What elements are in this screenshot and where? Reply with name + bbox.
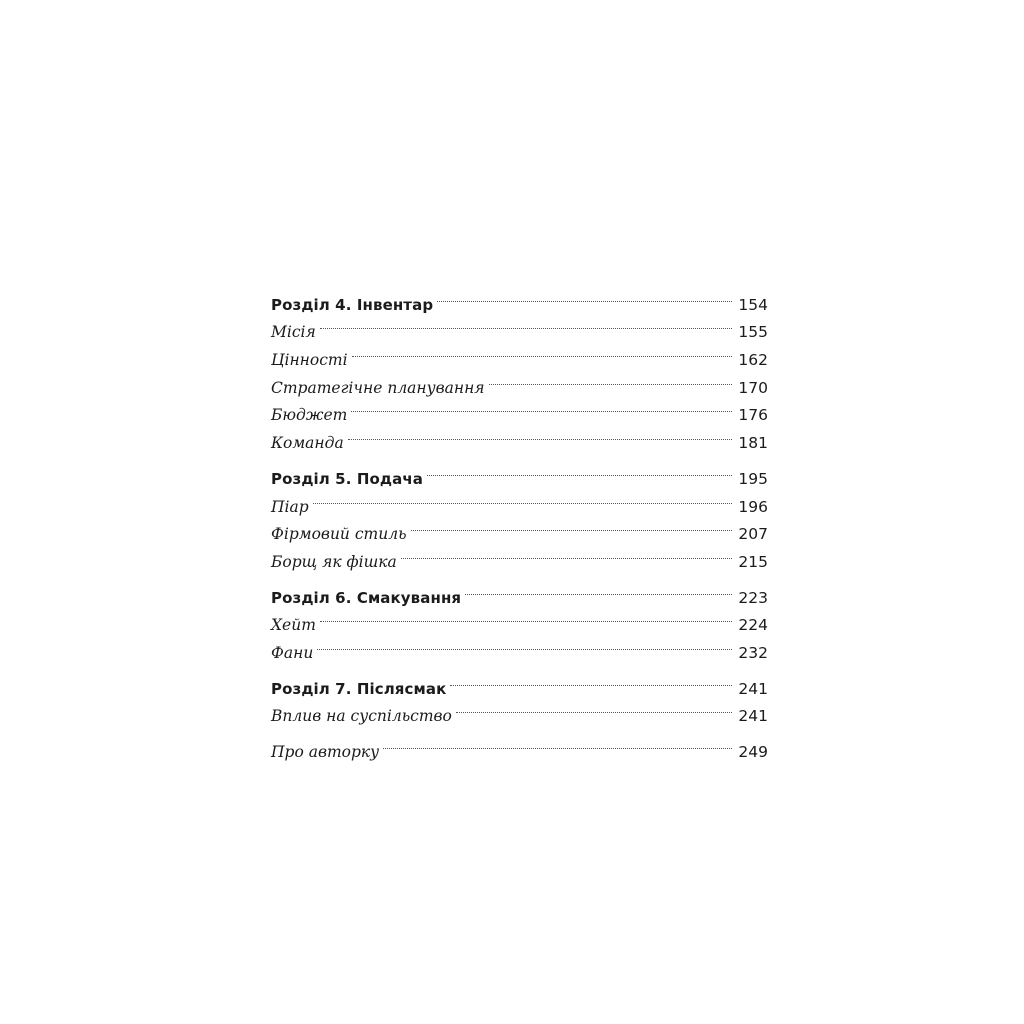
dot-leader <box>320 603 732 631</box>
dot-leader <box>348 420 732 448</box>
item-title: Хейт <box>271 616 316 635</box>
toc-item-entry <box>271 337 768 370</box>
page-number: 224 <box>738 616 768 635</box>
dot-leader <box>450 666 732 694</box>
toc-chapter-entry <box>271 575 768 607</box>
toc-chapter-entry <box>271 666 768 698</box>
toc-section-final <box>271 729 768 761</box>
page-number: 155 <box>738 323 768 342</box>
page-number: 170 <box>738 378 768 397</box>
toc-item-entry <box>271 310 768 342</box>
chapter-title: Розділ 7. Післясмак <box>271 679 447 698</box>
dot-leader <box>465 575 732 603</box>
page-number: 196 <box>738 497 768 516</box>
dot-leader <box>383 729 732 757</box>
dot-leader <box>411 512 732 540</box>
dot-leader <box>401 539 732 567</box>
item-title: Піар <box>271 497 309 516</box>
toc-item-entry <box>271 630 768 662</box>
item-title: Бюджет <box>271 406 348 425</box>
dot-leader <box>313 484 732 512</box>
dot-leader <box>489 365 732 393</box>
page-number: 241 <box>738 679 768 698</box>
toc-item-entry <box>271 512 768 544</box>
dot-leader <box>351 393 732 421</box>
item-title: Стратегічне планування <box>271 378 485 397</box>
item-title: Вплив на суспільство <box>271 707 452 726</box>
toc-section-chapter-5 <box>271 456 768 571</box>
page-number: 162 <box>738 351 768 370</box>
toc-section-chapter-6 <box>271 575 768 662</box>
chapter-title: Розділ 6. Смакування <box>271 588 462 607</box>
dot-leader <box>437 282 732 310</box>
dot-leader <box>352 337 732 365</box>
page-number: 215 <box>738 552 768 571</box>
chapter-title: Розділ 5. Подача <box>271 469 423 488</box>
toc-item-entry <box>271 484 768 516</box>
item-title: Цінності <box>271 351 348 370</box>
page-number: 223 <box>738 588 768 607</box>
dot-leader <box>456 694 732 722</box>
page-number: 181 <box>738 434 768 453</box>
chapter-title: Розділ 4. Інвентар <box>271 295 434 314</box>
page-number: 207 <box>738 525 768 544</box>
page-number: 241 <box>738 707 768 726</box>
item-title: Фани <box>271 643 314 662</box>
toc-chapter-entry <box>271 282 768 314</box>
toc-item-entry-about-author <box>271 729 768 761</box>
dot-leader <box>320 310 732 338</box>
item-title: Фірмовий стиль <box>271 525 407 544</box>
item-title: Про авторку <box>271 743 380 761</box>
toc-section-chapter-7 <box>271 666 768 726</box>
item-title: Борщ як фішка <box>271 552 397 571</box>
page-number: 195 <box>738 469 768 488</box>
dot-leader <box>317 630 732 658</box>
page-number: 176 <box>738 406 768 425</box>
dot-leader <box>427 456 732 484</box>
table-of-contents <box>271 282 768 761</box>
toc-item-entry <box>271 603 768 635</box>
toc-section-chapter-4 <box>271 282 768 453</box>
item-title: Місія <box>271 323 316 342</box>
page-number: 232 <box>738 643 768 662</box>
page-number: 154 <box>738 295 768 314</box>
page-number: 249 <box>738 743 768 761</box>
toc-chapter-entry <box>271 456 768 488</box>
item-title: Команда <box>271 434 344 453</box>
